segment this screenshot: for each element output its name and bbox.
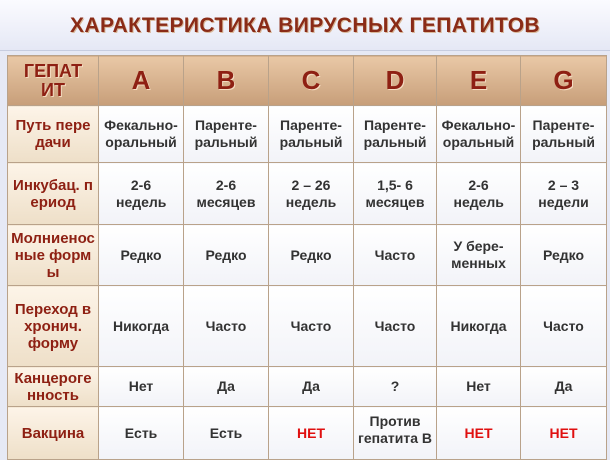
cell-e: 2-6 недель — [437, 163, 521, 225]
row-transmission — [8, 106, 607, 163]
cell-e: Нет — [437, 367, 521, 407]
row-incubation — [8, 163, 607, 225]
row-carcinogenicity — [8, 367, 607, 407]
cell-c: Паренте-ральный — [269, 106, 354, 163]
cell-d: Часто — [354, 225, 437, 286]
cell-a: Есть — [99, 407, 184, 460]
cell-b: Часто — [184, 286, 269, 367]
cell-g: НЕТ — [521, 407, 607, 460]
cell-e: Никогда — [437, 286, 521, 367]
row-chronic — [8, 286, 607, 367]
cell-b: 2-6 месяцев — [184, 163, 269, 225]
cell-a: Редко — [99, 225, 184, 286]
header-c: C — [269, 56, 354, 106]
cell-g: Да — [521, 367, 607, 407]
cell-d: Часто — [354, 286, 437, 367]
cell-b: Паренте-ральный — [184, 106, 269, 163]
cell-g: Редко — [521, 225, 607, 286]
cell-d: Против гепатита В — [354, 407, 437, 460]
header-d: D — [354, 56, 437, 106]
cell-e: У бере-менных — [437, 225, 521, 286]
cell-e: Фекально-оральный — [437, 106, 521, 163]
row-label: Путь передачи — [8, 106, 99, 163]
hepatitis-table — [7, 55, 607, 460]
cell-a: 2-6 недель — [99, 163, 184, 225]
cell-a: Никогда — [99, 286, 184, 367]
header-corner: ГЕПАТИТ — [8, 56, 99, 106]
cell-d: 1,5- 6 месяцев — [354, 163, 437, 225]
cell-c: НЕТ — [269, 407, 354, 460]
header-b: B — [184, 56, 269, 106]
cell-a: Фекально-оральный — [99, 106, 184, 163]
cell-g: 2 – 3 недели — [521, 163, 607, 225]
cell-e: НЕТ — [437, 407, 521, 460]
row-fulminant — [8, 225, 607, 286]
header-e: E — [437, 56, 521, 106]
cell-d: Паренте-ральный — [354, 106, 437, 163]
header-g: G — [521, 56, 607, 106]
cell-d: ? — [354, 367, 437, 407]
cell-c: Редко — [269, 225, 354, 286]
cell-c: 2 – 26 недель — [269, 163, 354, 225]
title-bar — [0, 0, 610, 51]
cell-b: Да — [184, 367, 269, 407]
row-label: Инкубац. период — [8, 163, 99, 225]
row-label: Переход в хронич. форму — [8, 286, 99, 367]
cell-g: Паренте-ральный — [521, 106, 607, 163]
slide-title: ХАРАКТЕРИСТИКА ВИРУСНЫХ ГЕПАТИТОВ — [70, 14, 540, 37]
row-label: Вакцина — [8, 407, 99, 460]
cell-a: Нет — [99, 367, 184, 407]
header-row — [8, 56, 607, 106]
row-label: Молниеносные формы — [8, 225, 99, 286]
header-a: A — [99, 56, 184, 106]
cell-b: Редко — [184, 225, 269, 286]
cell-c: Да — [269, 367, 354, 407]
cell-c: Часто — [269, 286, 354, 367]
row-vaccine — [8, 407, 607, 460]
row-label: Канцерогенность — [8, 367, 99, 407]
cell-b: Есть — [184, 407, 269, 460]
cell-g: Часто — [521, 286, 607, 367]
